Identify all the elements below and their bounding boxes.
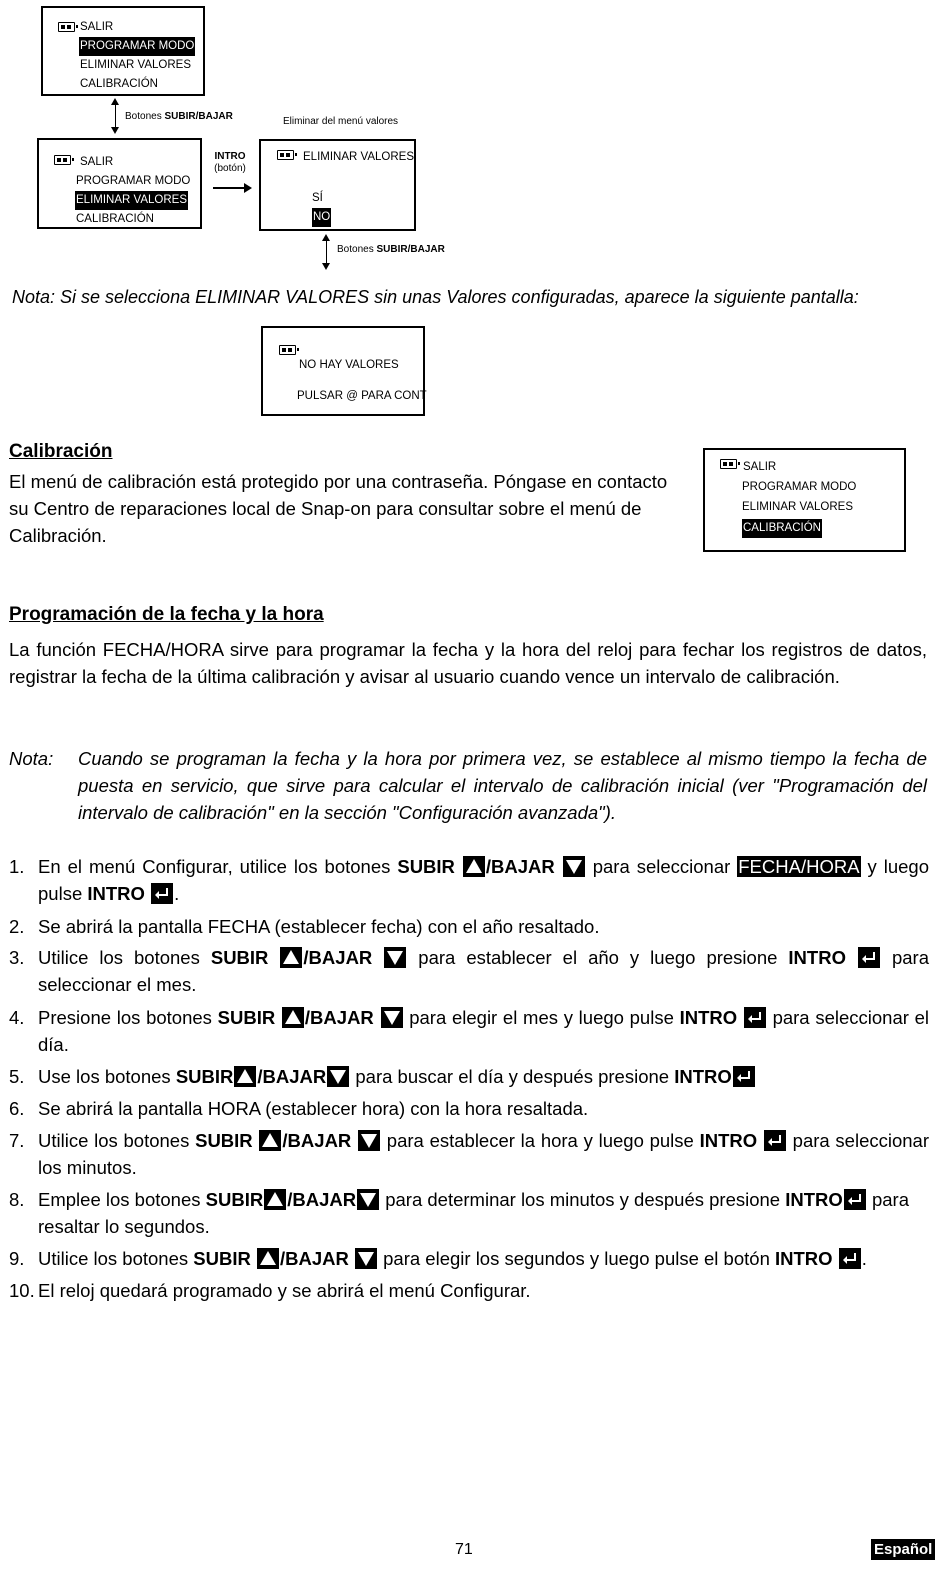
menu-line-calibracion: CALIBRACIÓN — [76, 213, 154, 225]
page-number: 71 — [455, 1541, 473, 1558]
step-7: 7. Utilice los botones SUBIR /BAJAR para establecer la hora y luego pulse INTRO para seleccionar los minutos. — [9, 1130, 930, 1178]
language-badge: Español — [871, 1539, 935, 1560]
note-no-values: Nota: Si se selecciona ELIMINAR VALORES sin unas Valores configuradas, aparece la siguiente pantalla: — [12, 287, 859, 307]
calibration-heading: Calibración — [9, 441, 113, 462]
battery-icon — [58, 22, 75, 32]
battery-icon — [54, 155, 71, 165]
down-icon — [357, 1189, 379, 1210]
step-4: 4. Presione los botones SUBIR /BAJAR para elegir el mes y luego pulse INTRO para seleccionar el día. — [9, 1007, 930, 1055]
menu-line-eliminar: ELIMINAR VALORES — [75, 191, 188, 210]
menu-line-salir: SALIR — [743, 461, 777, 473]
enter-icon — [764, 1130, 786, 1151]
enter-icon — [844, 1189, 866, 1210]
enter-icon — [839, 1248, 861, 1269]
menu-line-salir: SALIR — [80, 21, 114, 33]
enter-icon — [744, 1007, 766, 1028]
calibration-body: El menú de calibración está protegido por una contraseña. Póngase en contacto su Centro de reparaciones local de Snap-on para consultar sobre el menú de Calibración. — [9, 471, 668, 546]
down-icon — [381, 1007, 403, 1028]
enter-icon — [733, 1066, 755, 1087]
datetime-body: La función FECHA/HORA sirve para programar la fecha y la hora del reloj para fechar los registros de datos, registrar la fecha de la última calibración y avisar al usuario cuando vence un intervalo de calibración. — [9, 639, 927, 687]
menu-line-programar: PROGRAMAR MODO — [742, 481, 857, 493]
menu-line-calibracion: CALIBRACIÓN — [80, 78, 158, 90]
menu-line-calibracion: CALIBRACIÓN — [742, 519, 822, 538]
down-icon — [384, 947, 406, 968]
menu-line-eliminar: ELIMINAR VALORES — [80, 59, 191, 71]
step-6: 6. Se abrirá la pantalla HORA (establecer hora) con la hora resaltada. — [9, 1098, 589, 1119]
up-icon — [280, 947, 302, 968]
menu-line-programar: PROGRAMAR MODO — [79, 37, 195, 56]
up-icon — [282, 1007, 304, 1028]
battery-icon — [279, 345, 296, 355]
enter-icon — [151, 883, 173, 904]
down-icon — [355, 1248, 377, 1269]
down-icon — [358, 1130, 380, 1151]
step-2: 2. Se abrirá la pantalla FECHA (establecer fecha) con el año resaltado. — [9, 916, 600, 937]
note-label: Nota: — [9, 748, 54, 769]
step-9: 9. Utilice los botones SUBIR /BAJAR para elegir los segundos y luego pulse el botón INTRO . — [9, 1248, 867, 1269]
menu-screen-top — [41, 6, 205, 96]
updown-buttons-label: Botones SUBIR/BAJAR — [337, 244, 445, 255]
step-5: 5. Use los botones SUBIR /BAJAR para buscar el día y después presione INTRO — [9, 1063, 929, 1090]
no-values-line: NO HAY VALORES — [299, 359, 399, 371]
no-values-screen — [261, 326, 425, 416]
datetime-heading: Programación de la fecha y la hora — [9, 604, 324, 625]
menu-line-salir: SALIR — [80, 156, 114, 168]
press-to-continue-line: PULSAR @ PARA CONT — [297, 390, 427, 402]
up-icon — [264, 1189, 286, 1210]
up-icon — [257, 1248, 279, 1269]
delete-menu-label: Eliminar del menú valores — [283, 116, 399, 127]
up-icon — [259, 1130, 281, 1151]
note-text: Cuando se programan la fecha y la hora por primera vez, se establece al mismo tiempo la fecha de puesta en servicio, que sirve para calcular el intervalo de calibración inicial (ver "Programación del intervalo de calibración" en la sección "Configuración avanzada"). — [78, 748, 927, 823]
step-1: 1. En el menú Configurar, utilice los botones SUBIR /BAJAR para seleccionar FECHA/HORA y luego pulse INTRO . — [9, 856, 929, 904]
battery-icon — [277, 150, 294, 160]
step-10: 10. El reloj quedará programado y se abrirá el menú Configurar. — [9, 1280, 531, 1301]
delete-screen-title: ELIMINAR VALORES — [303, 151, 414, 163]
down-icon — [563, 856, 585, 877]
menu-screen-middle — [37, 138, 202, 229]
delete-values-screen — [259, 139, 416, 231]
menu-line-programar: PROGRAMAR MODO — [76, 175, 191, 187]
menu-line-eliminar: ELIMINAR VALORES — [742, 501, 853, 513]
up-icon — [234, 1066, 256, 1087]
updown-buttons-label: Botones SUBIR/BAJAR — [125, 111, 233, 122]
option-no: NO — [312, 208, 331, 227]
intro-button-label: INTRO (botón) — [214, 151, 246, 174]
menu-screen-calibration — [703, 448, 906, 552]
enter-icon — [858, 947, 880, 968]
option-yes: SÍ — [312, 192, 323, 204]
up-icon — [463, 856, 485, 877]
step-3: 3. Utilice los botones SUBIR /BAJAR para establecer el año y luego presione INTRO para seleccionar el mes. — [9, 947, 930, 995]
battery-icon — [720, 459, 737, 469]
step-8: 8. Emplee los botones SUBIR /BAJAR para determinar los minutos y después presione INTRO para resaltar lo segundos. — [9, 1189, 909, 1237]
down-icon — [327, 1066, 349, 1087]
